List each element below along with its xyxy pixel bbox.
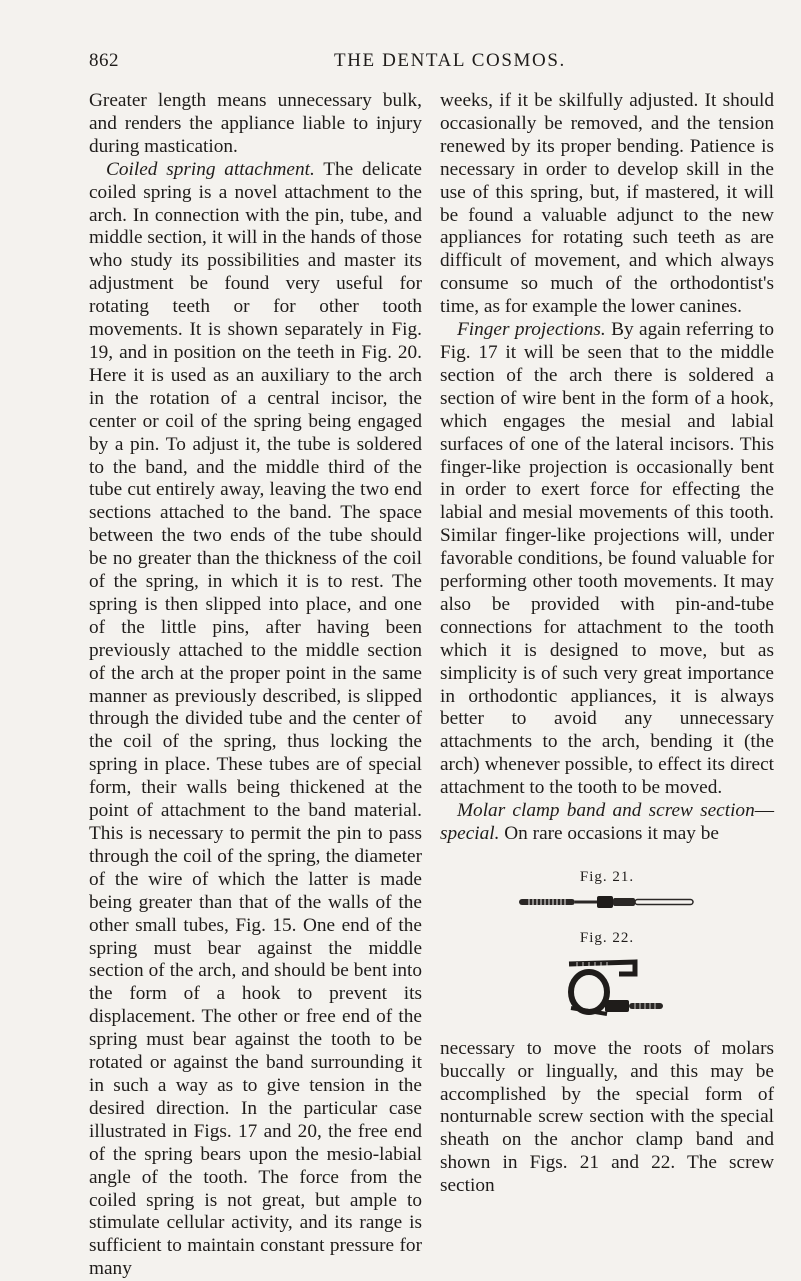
paragraph: [89, 159, 422, 1281]
section-heading: Finger projections.: [457, 319, 606, 341]
running-title: THE DENTAL COSMOS.: [334, 50, 566, 71]
section-heading: Coiled spring attachment.: [106, 158, 315, 180]
page-number: 862: [89, 50, 119, 71]
right-column: [440, 90, 774, 1198]
section-heading: Molar clamp band and screw section: [457, 800, 755, 822]
paragraph: necessary to move the roots of molars buccally or lingually, and this may be accomplished by the special form of nonturnable screw section with the special sheath on the anchor clamp band and shown in Figs. 21 and 22. The screw section: [440, 1037, 774, 1197]
paragraph-body: The delicate coiled spring is a novel attachment to the arch. In connection with the pin, tube, and middle section, it will in the hands of those who study its possibilities and master its adjustment be found very useful for rotating teeth or for other tooth movements. It is shown separately in Fig. 19, and in position on the teeth in Fig. 20. Here it is used as an auxiliary to the arch in the rotation of a central incisor, the center or coil of the spring being engaged by a pin. To adjust it, the tube is soldered to the band, and the middle third of the tube cut entirely away, leaving the two end sections attached to the band. The space between the two ends of the tube should be no greater than the thickness of the coil of the spring, in which it is to rest. The spring is then slipped into place, and one of the little pins, after having been previously attached to the middle section of the arch at the proper point in the same manner as previously described, is slipped through the divided tube and the center of the coil of the spring, thus locking the spring in place. These tubes are of special form, their walls being thickened at the point of attachment to the band material. This is necessary to permit the pin to pass through the coil of the spring, the diameter of the wire of which the latter is made being greater than that of the walls of the other small tubes, Fig. 15. One end of the spring must bear against the middle section of the arch, and should be bent into the form of a hook to prevent its displacement. The other or free end of the spring must bear against the tooth to be rotated or against the band surrounding it in such a way as to give tension in the desired direction. In the particular case illustrated in Figs. 17 and 20, the free end of the spring bears upon the mesio-labial angle of the tooth. The force from the coiled spring is not great, but ample to stimulate cellular activity, and its range is sufficient to maintain constant pressure for many: [89, 158, 422, 1280]
paragraph: Molar clamp band and screw section—special. On rare occasions it may be: [440, 800, 774, 844]
figure-caption-21: Fig. 21.: [579, 868, 635, 885]
paragraph: [440, 319, 774, 800]
screw-section-illustration-icon: [517, 895, 697, 909]
paragraph: weeks, if it be skilfully adjusted. It should occasionally be removed, and the tension renewed by its proper bending. Patience is necessary in order to develop skill in the use of this spring, but, if mastered, it will be found a valuable adjunct to the new appliances for rotating such teeth as are difficult of movement, and which always consume so much of the orthodontist's time, as for example the lower canines.: [440, 90, 774, 318]
figure-block: [440, 866, 774, 1018]
figure-caption-22: Fig. 22.: [579, 929, 635, 946]
paragraph: Greater length means unnecessary bulk, and renders the appliance liable to injury during mastication.: [89, 90, 422, 157]
left-column: [89, 90, 422, 1281]
molar-clamp-band-illustration-icon: [547, 956, 667, 1018]
paragraph-body: On rare occasions it may be: [499, 823, 719, 844]
paragraph-body: By again referring to Fig. 17 it will be seen that to the middle section of the arch there is soldered a section of wire bent in the form of a hook, which engages the mesial and labial surfaces of one of the lateral incisors. This finger-like projection is occasionally bent in order to exert force for effecting the labial and mesial movements of this tooth. Similar finger-like projections will, under favorable conditions, be found valuable for performing other tooth movements. It may also be provided with pin-and-tube connections for attachment to the tooth which it is designed to move, but as simplicity is of such very great importance in orthodontic appliances, it is always better to avoid any unnecessary attachments to the arch, bending it (the arch) whenever possible, to effect its direct attachment to the tooth to be moved.: [440, 319, 774, 799]
section-heading: special.: [440, 823, 500, 844]
